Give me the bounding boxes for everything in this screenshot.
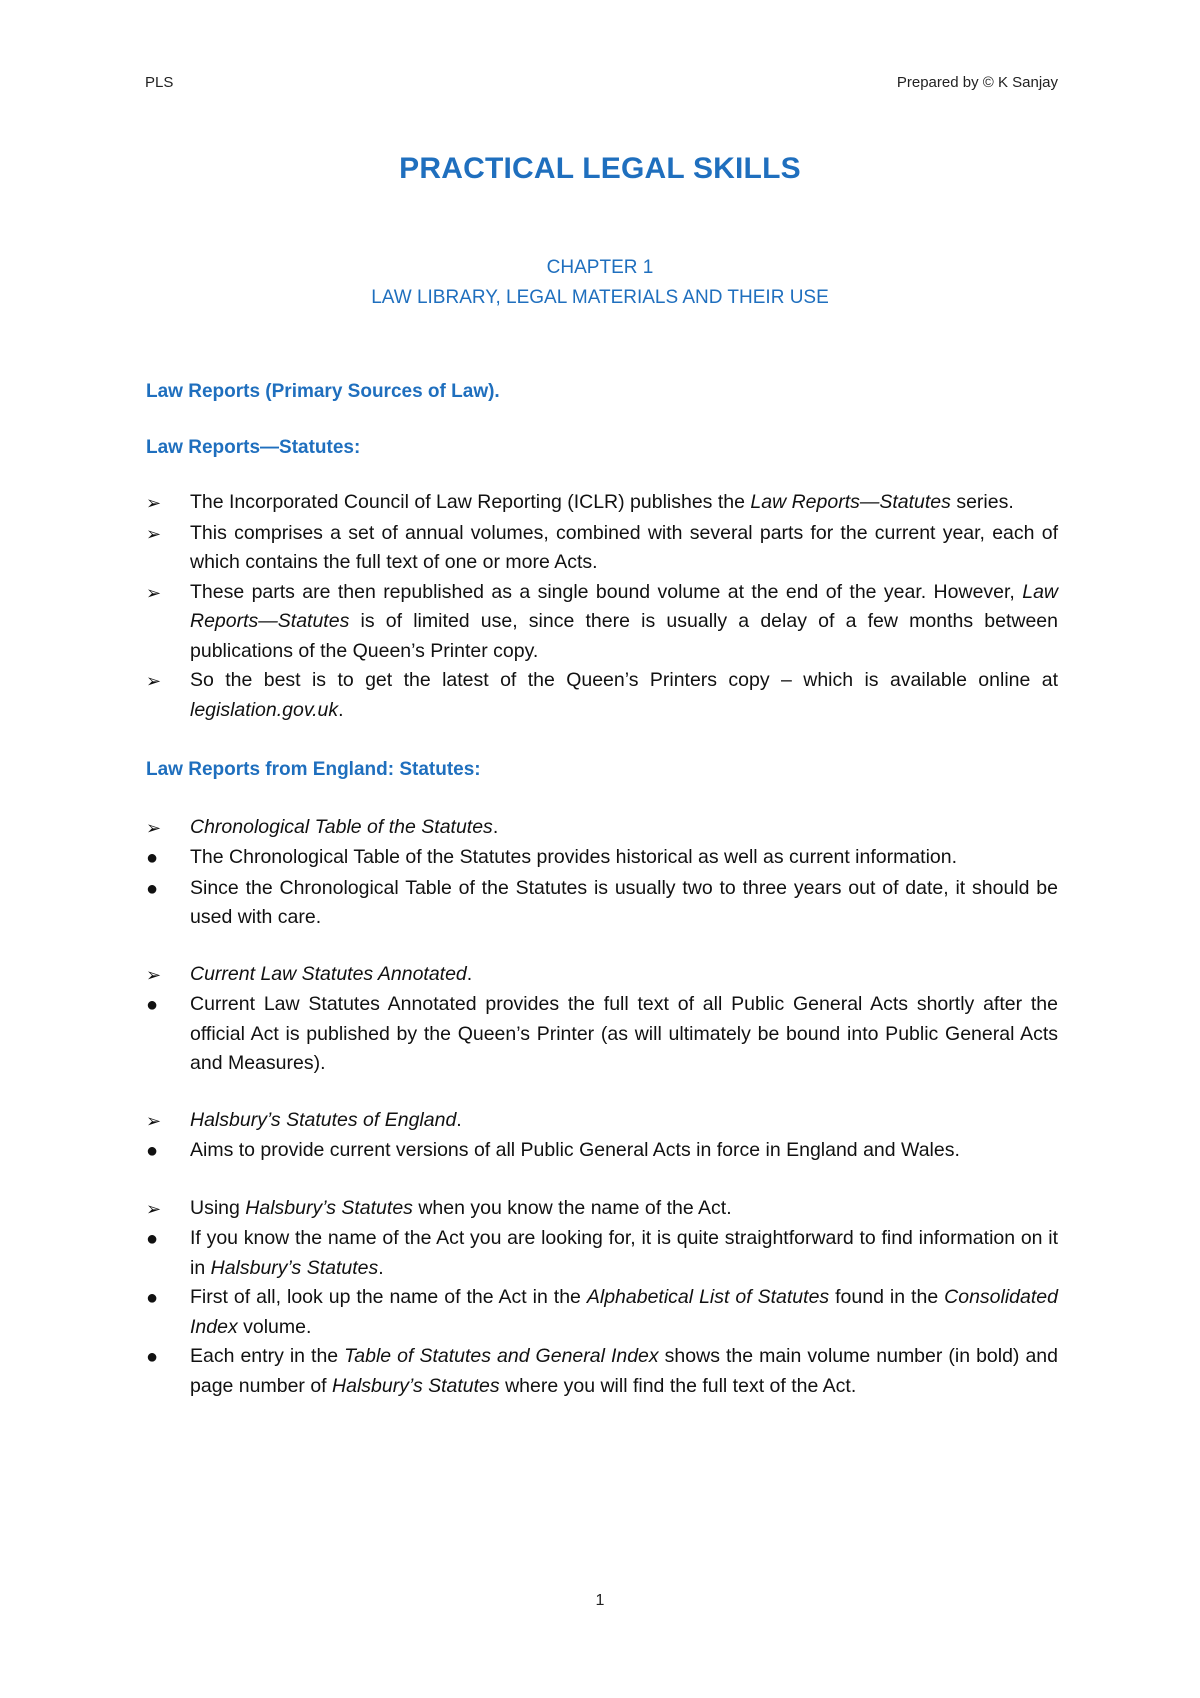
list-item: ➢ The Incorporated Council of Law Reporting (ICLR) publishes the Law Reports—Statutes series. [146,488,1058,519]
page-number: 1 [595,1592,605,1609]
list-item: ● Aims to provide current versions of all Public General Acts in force in England and Wales. [146,1136,1058,1167]
document-title: PRACTICAL LEGAL SKILLS [399,152,801,185]
running-header [145,74,1058,91]
document-body [146,377,1058,1401]
list-item: ● Since the Chronological Table of the Statutes is usually two to three years out of date, it should be used with care. [146,874,1058,933]
arrow-bullet-icon: ➢ [146,964,162,985]
list-item: ➢ Using Halsbury’s Statutes when you know the name of the Act. [146,1194,1058,1225]
list-item: ➢ So the best is to get the latest of the Queen’s Printers copy – which is available online at legislation.gov.uk. [146,666,1058,725]
dot-bullet-icon: ● [146,994,159,1016]
dot-bullet-icon: ● [146,877,159,900]
dot-bullet-icon: ● [146,1287,159,1309]
chapter-number: CHAPTER 1 [546,257,654,278]
list-item: ➢ Chronological Table of the Statutes. [146,813,1058,844]
list-item: ➢ This comprises a set of annual volumes, combined with several parts for the current year, each of which contains the full text of one or more Acts. [146,519,1058,578]
arrow-bullet-icon: ➢ [146,817,162,838]
dot-bullet-icon: ● [146,847,159,869]
list-item: ● First of all, look up the name of the Act in the Alphabetical List of Statutes found in the Consolidated Index volume. [146,1283,1058,1342]
dot-bullet-icon: ● [146,1346,159,1368]
arrow-bullet-icon: ➢ [146,1198,162,1219]
arrow-bullet-icon: ➢ [146,671,162,691]
dot-bullet-icon: ● [146,1228,159,1250]
list-item: ● Current Law Statutes Annotated provides the full text of all Public General Acts shortly after the official Act is published by the Queen’s Printer (as will ultimately be bound into Public General Acts and Measures). [146,990,1058,1079]
dot-bullet-icon: ● [146,1140,159,1162]
list-item: ● If you know the name of the Act you are looking for, it is quite straightforward to find information on it in Halsbury’s Statutes. [146,1224,1058,1283]
chapter-title: LAW LIBRARY, LEGAL MATERIALS AND THEIR USE [371,287,829,308]
list-item: ● Each entry in the Table of Statutes and General Index shows the main volume number (in bold) and page number of Halsbury’s Statutes where you will find the full text of the Act. [146,1342,1058,1401]
list-item: ➢ Halsbury’s Statutes of England. [146,1106,1058,1137]
list-item: ● The Chronological Table of the Statutes provides historical as well as current information. [146,843,1058,874]
section-heading-primary-sources: Law Reports (Primary Sources of Law). [146,381,500,402]
section-heading-law-reports-statutes: Law Reports—Statutes: [146,436,361,458]
arrow-bullet-icon: ➢ [146,582,162,603]
list-item: ➢ These parts are then republished as a single bound volume at the end of the year. However, Law Reports—Statutes is of limited use, since there is usually a delay of a few months between publications of the Queen’s Printer copy. [146,578,1058,667]
arrow-bullet-icon: ➢ [146,1110,162,1131]
list-item: ➢ Current Law Statutes Annotated. [146,960,1058,991]
arrow-bullet-icon: ➢ [146,493,162,513]
header-right: Prepared by © K Sanjay [896,74,1058,91]
header-left: PLS [145,74,174,91]
section-heading-england-statutes: Law Reports from England: Statutes: [146,759,481,780]
arrow-bullet-icon: ➢ [146,523,162,544]
